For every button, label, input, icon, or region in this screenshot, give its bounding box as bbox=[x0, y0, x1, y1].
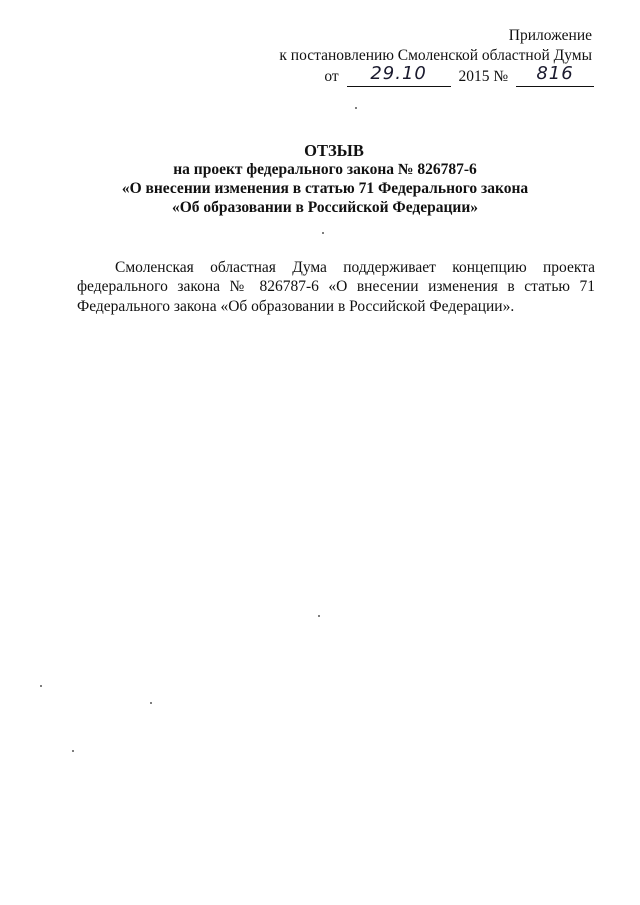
body-paragraph: Смоленская областная Дума поддерживает концепцию проекта федерального закона № 826787-6 «О внесении изменения в статью 71 Федерального закона «Об образовании в Российской Федерации». bbox=[77, 258, 595, 315]
scan-speck bbox=[40, 685, 42, 687]
year-number-label: 2015 № bbox=[458, 68, 509, 85]
document-heading: ОТЗЫВ bbox=[304, 141, 364, 160]
handwritten-date: 29.10 bbox=[370, 63, 427, 84]
scan-speck bbox=[150, 702, 152, 704]
scan-speck bbox=[322, 232, 324, 234]
handwritten-number: 816 bbox=[536, 63, 574, 84]
date-prefix: от bbox=[324, 68, 339, 85]
title-line-law: «Об образовании в Российской Федерации» bbox=[171, 199, 479, 216]
title-line-amendment: «О внесении изменения в статью 71 Федерального закона bbox=[121, 180, 529, 197]
appendix-label: Приложение bbox=[508, 27, 592, 44]
scan-speck bbox=[318, 615, 320, 617]
title-line-bill: на проект федерального закона № 826787-6 bbox=[173, 161, 477, 178]
number-field bbox=[516, 63, 594, 87]
scan-speck bbox=[72, 750, 74, 752]
date-number-line bbox=[324, 63, 594, 87]
date-field bbox=[347, 63, 451, 87]
scan-speck bbox=[355, 107, 357, 109]
resolution-reference: к постановлению Смоленской областной Думы bbox=[279, 47, 592, 64]
